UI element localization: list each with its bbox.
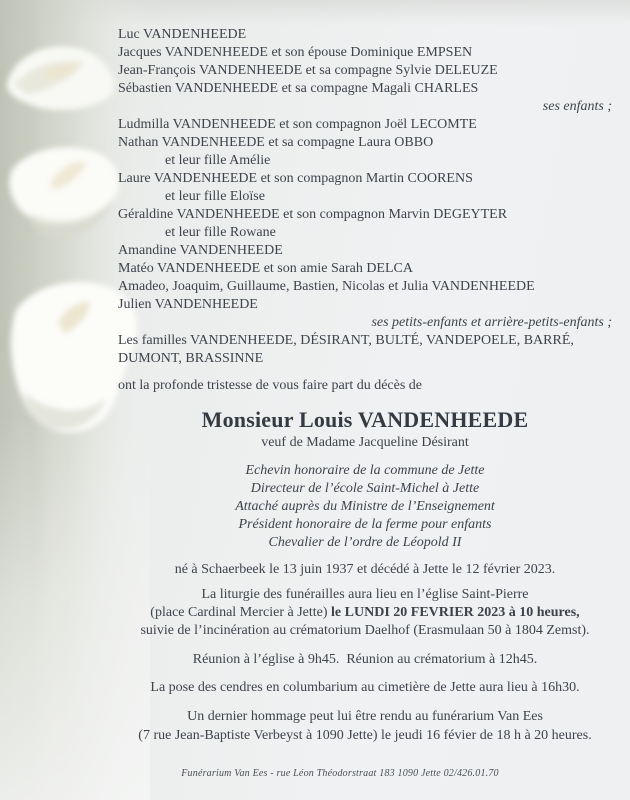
deceased-subtitle: veuf de Madame Jacqueline Désirant: [261, 435, 469, 450]
children-relation-label: ses enfants ;: [542, 99, 612, 114]
child-line: Sébastien VANDENHEEDE et sa compagne Magali CHARLES: [118, 81, 479, 96]
columbarium-line: La pose des cendres en columbarium au cimetière de Jette aura lieu à 16h30.: [150, 680, 580, 695]
liturgy-line: La liturgie des funérailles aura lieu en l’église Saint-Pierre: [201, 587, 529, 602]
children-list: [118, 26, 612, 98]
deceased-name: Monsieur Louis VANDENHEEDE: [201, 407, 529, 432]
honor-line: Echevin honoraire de la commune de Jette: [245, 463, 485, 478]
announcement-text: [118, 0, 612, 781]
meetings-line: Réunion à l’église à 9h45. Réunion au crématorium à 12h45.: [192, 652, 538, 667]
grandchildren-relation-label: ses petits-enfants et arrière-petits-enfants ;: [371, 315, 612, 330]
liturgy-place: (place Cardinal Mercier à Jette): [150, 605, 332, 620]
tribute-line: (7 rue Jean-Baptiste Verbeyst à 1090 Jette) le jeudi 16 févier de 18 h à 20 heures.: [138, 728, 592, 743]
announcement-sentence: ont la profonde tristesse de vous faire part du décès de: [118, 378, 423, 393]
funeral-home-footer: Funérarium Van Ees - rue Léon Théodorstraat 183 1090 Jette 02/426.01.70: [181, 768, 499, 779]
child-line: Jacques VANDENHEEDE et son épouse Dominique EMPSEN: [118, 45, 473, 60]
grandchild-line: Géraldine VANDENHEEDE et son compagnon Marvin DEGEYTER: [118, 207, 508, 222]
liturgy-line: [118, 604, 612, 622]
liturgy-paragraph: [118, 586, 612, 640]
tribute-paragraph: [118, 707, 612, 745]
grandchild-line: Nathan VANDENHEEDE et sa compagne Laura OBBO: [118, 135, 434, 150]
honor-line: Chevalier de l’ordre de Léopold II: [268, 535, 462, 550]
liturgy-line: suivie de l’incinération au crématorium Daelhof (Erasmulaan 50 à 1804 Zemst).: [140, 623, 590, 638]
grandchild-line: Laure VANDENHEEDE et son compagnon Martin COORENS: [118, 171, 473, 186]
grandchild-line: Ludmilla VANDENHEEDE et son compagnon Joël LECOMTE: [118, 117, 477, 132]
honors-list: [118, 462, 612, 552]
great-grandchild-line: et leur fille Rowane: [165, 225, 276, 240]
child-line: Luc VANDENHEEDE: [118, 27, 247, 42]
child-line: Jean-François VANDENHEEDE et sa compagne Sylvie DELEUZE: [118, 63, 498, 78]
families-line: Les familles VANDENHEEDE, DÉSIRANT, BULTÉ, VANDEPOELE, BARRÉ,: [118, 333, 574, 348]
birth-death-line: né à Schaerbeek le 13 juin 1937 et décédé à Jette le 12 février 2023.: [174, 562, 556, 577]
grandchild-line: Amadeo, Joaquim, Guillaume, Bastien, Nicolas et Julia VANDENHEEDE: [118, 279, 535, 294]
grandchildren-list: [118, 116, 612, 314]
honor-line: Président honoraire de la ferme pour enfants: [238, 517, 492, 532]
honor-line: Attaché auprès du Ministre de l’Enseignement: [235, 499, 495, 514]
great-grandchild-line: et leur fille Eloïse: [165, 189, 265, 204]
great-grandchild-line: et leur fille Amélie: [165, 153, 271, 168]
tribute-line: Un dernier hommage peut lui être rendu au funérarium Van Ees: [187, 709, 543, 724]
families-line: DUMONT, BRASSINNE: [118, 351, 264, 366]
honor-line: Directeur de l’école Saint-Michel à Jette: [250, 481, 480, 496]
grandchild-line: Matéo VANDENHEEDE et son amie Sarah DELCA: [118, 261, 413, 276]
grandchild-line: Amandine VANDENHEEDE: [118, 243, 283, 258]
grandchild-line: Julien VANDENHEEDE: [118, 297, 258, 312]
families-list: [118, 332, 612, 368]
liturgy-date-bold: le LUNDI 20 FEVRIER 2023 à 10 heures,: [331, 605, 580, 620]
